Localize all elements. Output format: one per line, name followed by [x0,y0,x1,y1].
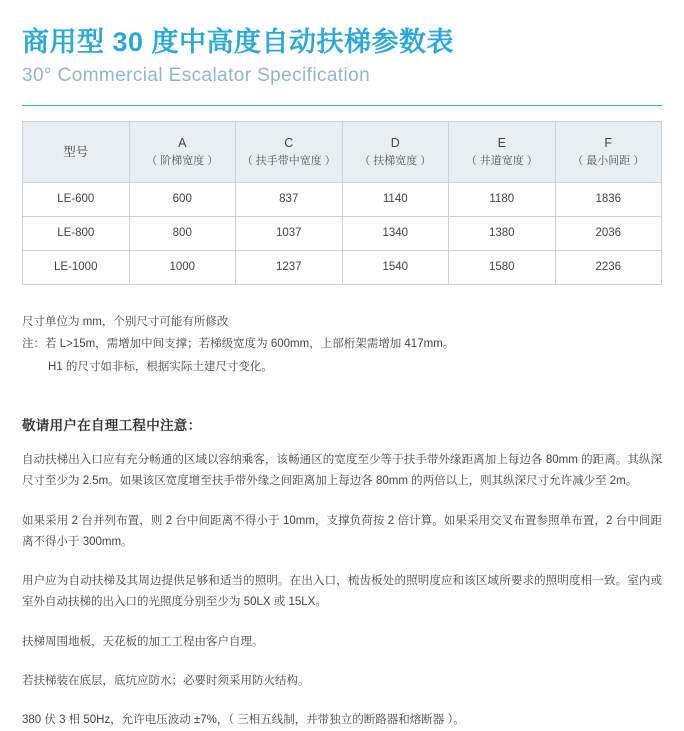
table-row [23,182,662,216]
column-subtitle: （ 最小间距 ） [572,154,645,167]
column-letter: A [178,135,187,150]
table-header-cell-model [23,121,130,182]
paragraph-clearance: 自动扶梯出入口应有充分畅通的区域以容纳乘客，该畅通区的宽度至少等于扶手带外缘距离加上每边各 80mm 的距离。其纵深尺寸至少为 2.5m。如果该区宽度增至扶手带外缘之间距离加上每边各 80mm 的两倍以上，则其纵深尺寸允许减少至 2m。 [22,454,662,488]
column-subtitle: （ 扶梯宽度 ） [359,154,432,167]
table-row [23,250,662,284]
column-letter: 型号 [63,144,89,159]
cell-a: 1000 [129,250,236,284]
column-letter: C [284,135,294,150]
header-divider [22,105,662,106]
cell-d: 1540 [342,250,449,284]
cell-c: 1237 [236,250,343,284]
cell-e: 1580 [449,250,556,284]
column-letter: F [604,135,613,150]
cell-model: LE-600 [23,182,130,216]
specification-table [22,121,662,285]
table-header-row [23,121,662,182]
column-subtitle: （ 井道宽度 ） [465,154,538,167]
column-subtitle: （ 扶手带中宽度 ） [241,154,336,167]
paragraph-layout: 如果采用 2 台并列布置，则 2 台中间距离不得小于 10mm，支撑负荷按 2 倍计算。如果采用交叉布置参照单布置，2 台中间距离不得小于 300mm。 [22,514,662,548]
table-header-cell-c [236,121,343,182]
note-h1: H1 的尺寸如非标，根据实际土建尺寸变化。 [48,360,273,373]
column-subtitle: （ 阶梯宽度 ） [146,154,219,167]
paragraph-floor-ceiling: 扶梯周围地板，天花板的加工工程由客户自理。 [22,635,264,648]
table-row [23,216,662,250]
paragraph-waterproof: 若扶梯装在底层，底坑应防水；必要时须采用防火结构。 [22,674,310,687]
section-title: 敬请用户在自理工程中注意： [22,418,202,434]
cell-d: 1340 [342,216,449,250]
cell-f: 2236 [555,250,662,284]
cell-e: 1380 [449,216,556,250]
table-header-cell-f [555,121,662,182]
note-support: 注：若 L>15m，需增加中间支撑；若梯级宽度为 600mm，上部桁架需增加 417mm。 [22,338,455,351]
note-units: 尺寸单位为 mm，个别尺寸可能有所修改 [22,315,229,328]
cell-c: 837 [236,182,343,216]
cell-d: 1140 [342,182,449,216]
paragraph-power: 380 伏 3 相 50Hz，允许电压波动 ±7%，（ 三相五线制，并带独立的断路器和熔断器 ）。 [22,714,465,727]
page-title-zh: 商用型 30 度中高度自动扶梯参数表 [22,27,455,57]
paragraph-lighting: 用户应为自动扶梯及其周边提供足够和适当的照明。在出入口，梳齿板处的照明度应和该区域所要求的照明度相一致。室内或室外自动扶梯的出入口的光照度分别至少为 50LX 或 15LX。 [22,575,662,609]
column-letter: D [390,135,400,150]
table-header-cell-a [129,121,236,182]
column-letter: E [497,135,506,150]
cell-f: 2036 [555,216,662,250]
cell-a: 600 [129,182,236,216]
cell-a: 800 [129,216,236,250]
table-header-cell-e [449,121,556,182]
page-title-en: 30° Commercial Escalator Specification [22,64,371,86]
table-notes [22,311,662,378]
cell-c: 1037 [236,216,343,250]
table-header [23,121,662,182]
table-header-cell-d [342,121,449,182]
cell-e: 1180 [449,182,556,216]
cell-model: LE-1000 [23,250,130,284]
cell-f: 1836 [555,182,662,216]
table-body [23,182,662,284]
cell-model: LE-800 [23,216,130,250]
section-body [22,450,662,731]
